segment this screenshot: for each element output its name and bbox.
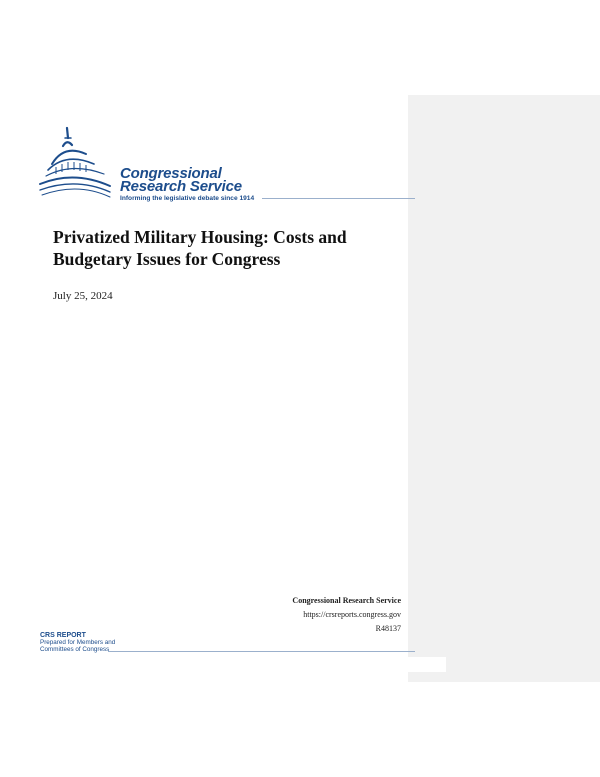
report-date: July 25, 2024: [53, 290, 113, 302]
crs-report-badge: [40, 632, 115, 653]
comment-sidebar: [408, 95, 600, 682]
capitol-dome-icon: [38, 124, 120, 204]
crs-report-label: CRS REPORT: [40, 632, 86, 639]
crs-report-line2: Committees of Congress: [40, 646, 110, 653]
footer-rule: [108, 651, 415, 652]
header-rule: [262, 198, 415, 199]
sidebar-notch: [408, 657, 446, 672]
crs-logo: [38, 124, 268, 204]
report-id: R48137: [375, 624, 401, 633]
footer-info: [292, 594, 401, 636]
footer-organization: Congressional Research Service: [292, 596, 401, 605]
crs-report-line1: Prepared for Members and: [40, 639, 116, 646]
footer-url[interactable]: https://crsreports.congress.gov: [303, 610, 401, 619]
logo-line-research-service: Research Service: [120, 178, 242, 195]
logo-line-congressional: Congressional: [120, 165, 222, 182]
logo-tagline: Informing the legislative debate since 1914: [120, 195, 255, 202]
report-title: Privatized Military Housing: Costs and Budgetary Issues for Congress: [53, 227, 347, 269]
